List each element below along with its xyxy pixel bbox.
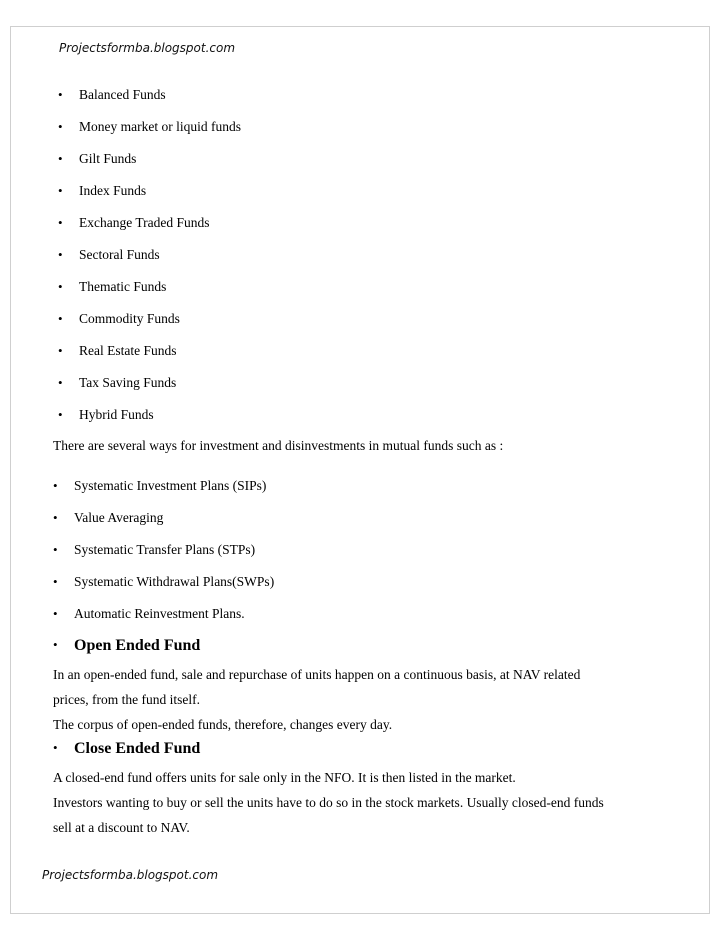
bullet-icon: • — [58, 279, 63, 294]
list-item: • Tax Saving Funds — [58, 375, 177, 390]
list-item: • Systematic Transfer Plans (STPs) — [53, 542, 256, 557]
page-header: Projectsformba.blogspot.com — [59, 41, 236, 55]
intro-paragraph: There are several ways for investment and disinvestments in mutual funds such as : — [53, 438, 504, 453]
bullet-icon: • — [53, 740, 58, 755]
list-item: • Money market or liquid funds — [58, 119, 241, 134]
list-item: • Balanced Funds — [58, 87, 166, 102]
close-ended-heading: • Close Ended Fund — [53, 740, 201, 757]
bullet-icon: • — [58, 375, 63, 390]
bullet-icon: • — [58, 311, 63, 326]
bullet-icon: • — [58, 407, 63, 422]
bullet-icon: • — [58, 343, 63, 358]
page-footer: Projectsformba.blogspot.com — [42, 868, 219, 882]
list-item: • Gilt Funds — [58, 151, 137, 166]
open-ended-paragraph: In an open-ended fund, sale and repurchase of units happen on a continuous basis, at NAV related prices, from the fund itself. The corpus of open-ended funds, therefore, changes every day. — [53, 667, 581, 732]
bullet-icon: • — [58, 215, 63, 230]
list-item: • Index Funds — [58, 183, 147, 198]
bullet-icon: • — [58, 87, 63, 102]
investment-ways-list — [53, 477, 274, 637]
list-item: • Commodity Funds — [58, 311, 180, 326]
list-item: • Sectoral Funds — [58, 247, 160, 262]
bullet-icon: • — [58, 247, 63, 262]
list-item: • Thematic Funds — [58, 279, 167, 294]
bullet-icon: • — [53, 478, 58, 493]
list-item: • Hybrid Funds — [58, 407, 154, 422]
list-item: • Exchange Traded Funds — [58, 215, 210, 230]
list-item: • Systematic Withdrawal Plans(SWPs) — [53, 574, 275, 589]
bullet-icon: • — [53, 574, 58, 589]
bullet-icon: • — [58, 151, 63, 166]
list-item: • Automatic Reinvestment Plans. — [53, 606, 245, 621]
open-ended-heading: • Open Ended Fund — [53, 637, 201, 654]
bullet-icon: • — [58, 119, 63, 134]
list-item: • Real Estate Funds — [58, 343, 177, 358]
list-item: • Systematic Investment Plans (SIPs) — [53, 478, 267, 493]
bullet-icon: • — [53, 542, 58, 557]
close-ended-paragraph: A closed-end fund offers units for sale only in the NFO. It is then listed in the market. Investors wanting to buy or sell the units have to do so in the stock markets. Usually closed-end funds sell at a discount to NAV. — [53, 770, 604, 835]
bullet-icon: • — [53, 606, 58, 621]
bullet-icon: • — [53, 510, 58, 525]
fund-types-list — [58, 86, 241, 438]
bullet-icon: • — [58, 183, 63, 198]
bullet-icon: • — [53, 637, 58, 652]
list-item: • Value Averaging — [53, 510, 164, 525]
